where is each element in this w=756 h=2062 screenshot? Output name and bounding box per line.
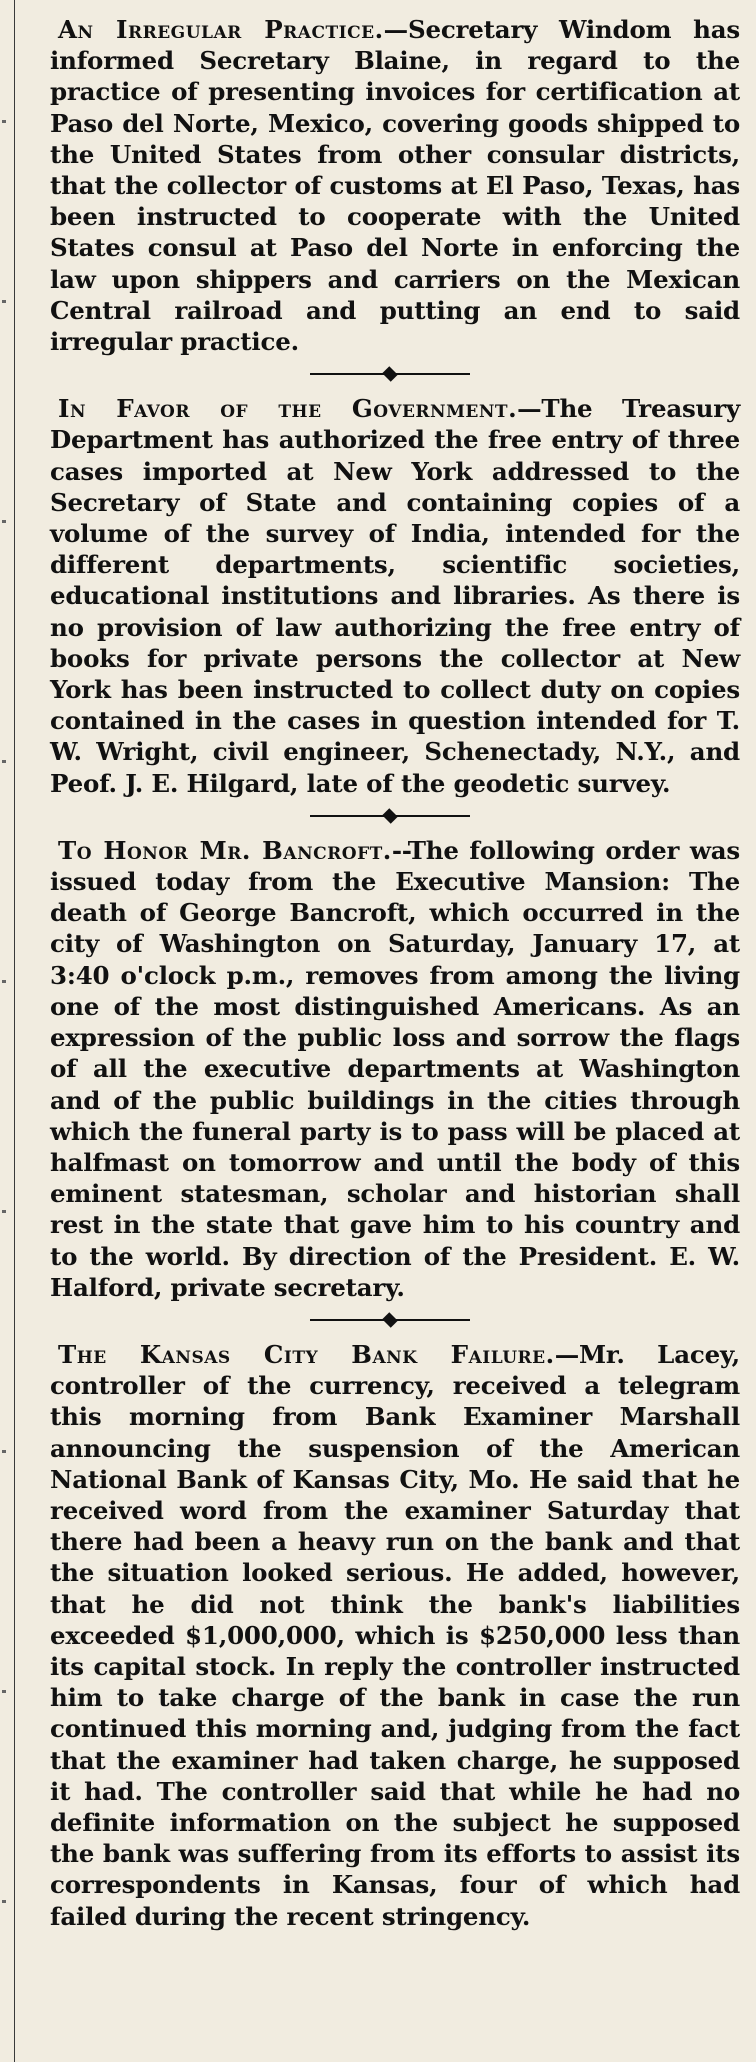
- article-body: --The following order was issued today from the Executive Mansion: The death of George Bancroft, which occurred in the city of Washington on Saturday, January 17, at 3:40 o'clock p.m., removes from among the living one of the most distinguished Americans. As an expression of the public loss and sorrow the flags of all the executive departments at Washington and of the public buildings in the cities through which the funeral party is to pass will be placed at halfmast on tomorrow and until the body of this eminent statesman, scholar and historian shall rest in the state that gave him to his country and to the world. By direction of the President. E. W. Halford, private secretary.: [50, 835, 740, 1302]
- article-to-honor-bancroft: [50, 835, 740, 1303]
- article-paragraph: [50, 14, 740, 357]
- separator-ornament: [382, 366, 398, 382]
- article-in-favor-of-government: [50, 393, 740, 799]
- article-headline: To Honor Mr. Bancroft.: [58, 835, 392, 865]
- article-separator: [50, 361, 740, 387]
- article-irregular-practice: [50, 14, 740, 357]
- article-separator: [50, 1307, 740, 1333]
- article-headline: The Kansas City Bank Failure.: [58, 1339, 555, 1369]
- gutter-marks: [0, 0, 12, 2062]
- article-separator: [50, 803, 740, 829]
- column-rule: [14, 0, 15, 2062]
- article-paragraph: [50, 1339, 740, 1932]
- article-body: —Secretary Windom has informed Secretary Blaine, in regard to the practice of presenting invoices for certification at Paso del Norte, Mexico, covering goods shipped to the United States from other consular districts, that the collector of customs at El Paso, Texas, has been instructed to cooperate with the United States consul at Paso del Norte in enforcing the law upon shippers and carriers on the Mexican Central railroad and putting an end to said irregular practice.: [50, 15, 740, 357]
- separator-ornament: [382, 1312, 398, 1328]
- article-body: —Mr. Lacey, controller of the currency, received a telegram this morning from Bank Examiner Marshall announcing the suspension of the American National Bank of Kansas City, Mo. He said that he received word from the examiner Saturday that there had been a heavy run on the bank and that the situation looked serious. He added, however, that he did not think the bank's liabilities exceeded $1,000,000, which is $250,000 less than its capital stock. In reply the controller instructed him to take charge of the bank in case the run continued this morning and, judging from the fact that the examiner had taken charge, he supposed it had. The controller said that while he had no definite information on the subject he supposed the bank was suffering from its efforts to assist its correspondents in Kansas, four of which had failed during the recent stringency.: [50, 1339, 740, 1931]
- article-kansas-city-bank-failure: [50, 1339, 740, 1932]
- article-headline: An Irregular Practice.: [58, 15, 384, 44]
- separator-ornament: [382, 808, 398, 824]
- article-paragraph: [50, 835, 740, 1303]
- article-body: —The Treasury Department has authorized the free entry of three cases imported at New York addressed to the Secretary of State and containing copies of a volume of the survey of India, intended for the different departments, scientific societies, educational institutions and libraries. As there is no provision of law authorizing the free entry of books for private persons the collector at New York has been instructed to collect duty on copies contained in the cases in question intended for T. W. Wright, civil engineer, Schenectady, N.Y., and Peof. J. E. Hilgard, late of the geodetic survey.: [50, 394, 740, 798]
- article-paragraph: [50, 393, 740, 799]
- news-column: [50, 14, 740, 1932]
- article-headline: In Favor of the Government.: [58, 394, 518, 424]
